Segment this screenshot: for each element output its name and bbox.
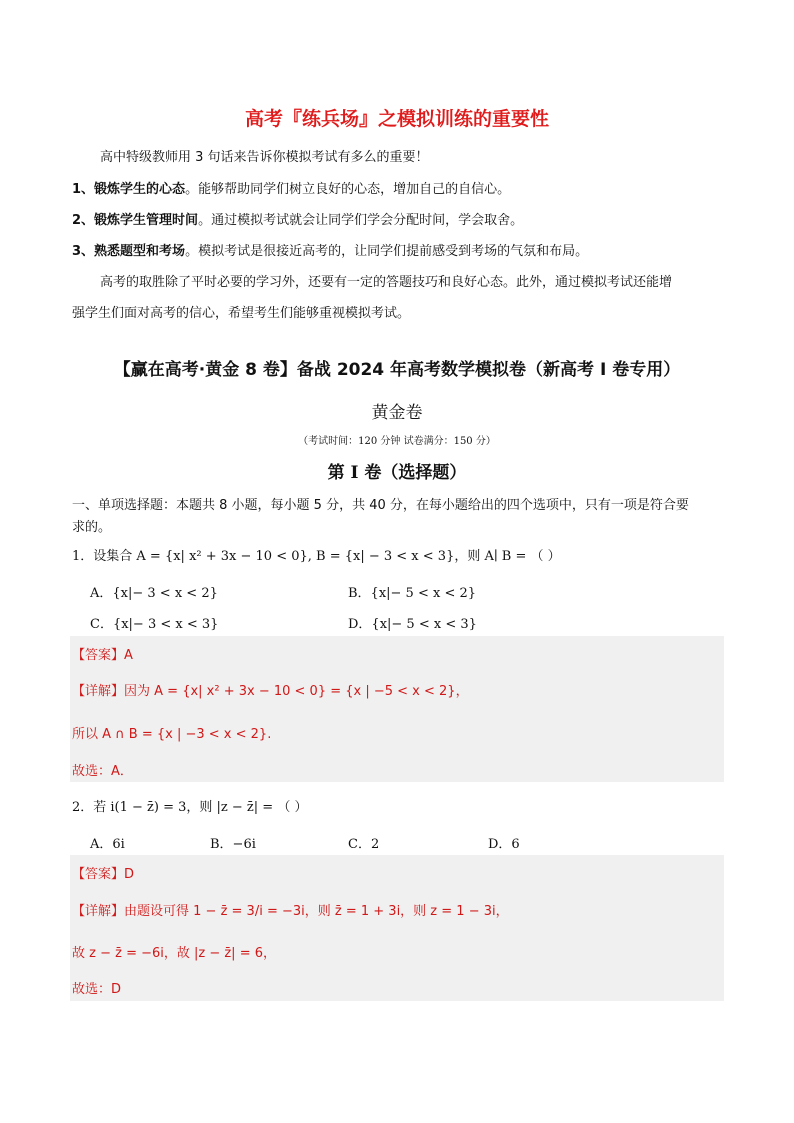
q1-option-d: D．{x|− 5 < x < 3} [348,617,477,632]
point-1 [72,178,510,197]
q2-detail-line-3: 故选：D [72,982,122,997]
q1-option-a: A．{x|− 3 < x < 2} [90,586,218,601]
point-3-bold: 熟悉题型和考场 [94,244,186,259]
closing-line-1: 高考的取胜除了平时必要的学习外，还要有一定的答题技巧和良好心态。此外，通过模拟考试还能增 [100,275,673,290]
point-1-bold: 锻炼学生的心态 [94,182,186,197]
point-3-text: 。模拟考试是很接近高考的，让同学们提前感受到考场的气氛和布局。 [185,244,589,259]
q2-detail-label: 【详解】 [72,904,125,919]
q1-detail-line-2: 所以 A ∩ B = {x | −3 < x < 2}. [72,727,272,742]
q1-detail-line-1: 因为 A = {x| x² + 3x − 10 < 0} = {x | −5 < x < 2}， [124,684,469,699]
q2-detail-line-1: 由题设可得 1 − z̄ = 3/i = −3i，则 z̄ = 1 + 3i，则 z = 1 − 3i， [124,904,509,919]
point-2-num: 2、 [72,213,95,228]
exam-subtitle: 黄金卷 [371,403,423,423]
q2-solution-box [70,855,724,1001]
point-1-num: 1、 [72,182,95,197]
q1-answer [72,644,133,663]
promo-title: 高考『练兵场』之模拟训练的重要性 [244,108,549,130]
q2-stem: 2．若 i(1 − z̄) = 3，则 |z − z̄| = （ ） [72,800,308,815]
section-desc-line-1: 一、单项选择题：本题共 8 小题，每小题 5 分，共 40 分，在每小题给出的四个选项中，只有一项是符合要 [72,498,689,513]
intro-line: 高中特级教师用 3 句话来告诉你模拟考试有多么的重要！ [100,150,429,165]
q2-answer [72,863,134,882]
q1-answer-label: 【答案】 [72,648,125,663]
point-2 [72,209,523,228]
point-3 [72,240,588,259]
point-3-num: 3、 [72,244,95,259]
q1-stem: 1．设集合 A = {x| x² + 3x − 10 < 0}, B = {x| − 3 < x < 3}，则 A∣ B = （ ） [72,549,561,564]
q2-option-c: C．2 [348,837,380,852]
part-title: 第 I 卷（选择题） [327,463,467,483]
q2-answer-label: 【答案】 [72,867,125,882]
point-1-text: 。能够帮助同学们树立良好的心态，增加自己的自信心。 [185,182,511,197]
q1-answer-value: A [124,648,133,663]
q1-detail [72,680,469,699]
q1-detail-line-3: 故选：A． [72,764,133,779]
point-2-bold: 锻炼学生管理时间 [94,213,199,228]
q2-option-d: D．6 [488,837,520,852]
q1-detail-label: 【详解】 [72,684,125,699]
exam-meta: （考试时间：120 分钟 试卷满分：150 分） [298,436,496,447]
q1-option-c: C．{x|− 3 < x < 3} [90,617,219,632]
q1-option-b: B．{x|− 5 < x < 2} [348,586,477,601]
q2-detail [72,900,509,919]
q1-solution-box [70,636,724,782]
closing-line-2: 强学生们面对高考的信心，希望考生们能够重视模拟考试。 [72,306,411,321]
q2-option-b: B．−6i [210,837,256,852]
q2-detail-line-2: 故 z − z̄ = −6i，故 |z − z̄| = 6， [72,946,276,961]
q2-option-a: A．6i [90,837,125,852]
exam-title: 【赢在高考·黄金 8 卷】备战 2024 年高考数学模拟卷（新高考 I 卷专用） [113,360,681,380]
q2-answer-value: D [124,867,135,882]
section-desc-line-2: 求的。 [72,520,112,535]
point-2-text: 。通过模拟考试就会让同学们学会分配时间，学会取舍。 [198,213,524,228]
